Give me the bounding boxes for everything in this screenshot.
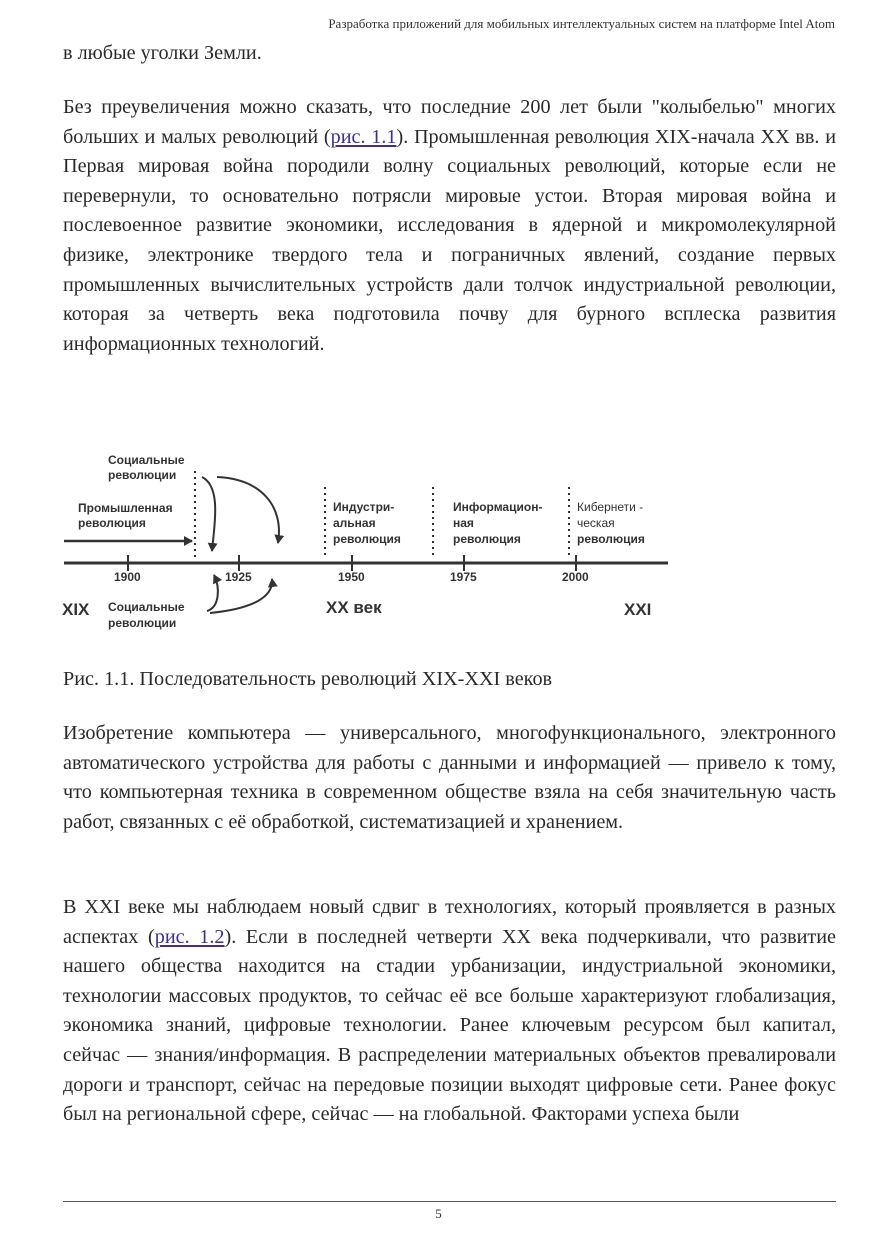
paragraph-text: В XXI веке мы наблюдаем новый сдвиг в технологиях, который проявляется в разных аспектах ( bbox=[63, 896, 836, 948]
timeline-svg bbox=[62, 447, 670, 635]
figure-caption: Рис. 1.1. Последовательность революций XIX-XXI веков bbox=[63, 668, 553, 690]
paragraph-computer: Изобретение компьютера — универсального, многофункционального, электронного автоматического устройства для работы с данными и информацией — привело к тому, что компьютерная техника в современном обществе взяла на себя значительную часть работ, связанных с её обработкой, систематизацией и хранением. bbox=[63, 722, 836, 833]
cyber-label-3: революция bbox=[577, 532, 645, 546]
running-header: Разработка приложений для мобильных интеллектуальных систем на платформе Intel Atom bbox=[328, 16, 835, 31]
figure-link-1-2[interactable]: рис. 1.2 bbox=[154, 925, 225, 948]
paragraph-revolutions bbox=[63, 93, 836, 359]
tick-label-2000: 2000 bbox=[562, 570, 589, 584]
info-label-1: Информацион- bbox=[453, 500, 543, 514]
paragraph-continuation: в любые уголки Земли. bbox=[63, 42, 262, 64]
social-arrow-2 bbox=[217, 477, 279, 543]
paragraph-xxi-century bbox=[63, 893, 836, 1130]
info-label-3: революция bbox=[453, 532, 521, 546]
social-top-label-1: Социальные bbox=[108, 453, 185, 467]
paragraph-text: ). Промышленная революция XIX-начала XX вв. и Первая мировая война породили волну социальных революций, которые если не перевернули, то основательно потрясли мировые устои. Вторая мировая война и послевоенное развитие экономики, исследования в ядерной и микромолекулярной физике, электронике твердого тела и пограничных явлений, создание первых промышленных вычислительных устройств дали толчок индустриальной революции, которая за четверть века подготовила почву для бурного всплеска развития информационных технологий. bbox=[63, 125, 837, 355]
info-label-2: ная bbox=[453, 516, 474, 530]
paragraph-text: Без преувеличения можно сказать, что последние 200 лет были "колыбелью" многих больших и малых революций ( bbox=[63, 96, 836, 148]
cyber-label-2: ческая bbox=[577, 516, 615, 530]
tick-label-1975: 1975 bbox=[450, 570, 477, 584]
social-top-label-2: революции bbox=[108, 468, 177, 482]
industrial-rev-label-1: Промышленная bbox=[78, 501, 173, 515]
industrial-label-2: альная bbox=[333, 516, 376, 530]
social-arrow-1 bbox=[202, 477, 215, 551]
tick-label-1925: 1925 bbox=[225, 570, 252, 584]
industrial-label-3: революция bbox=[333, 532, 401, 546]
industrial-rev-label-2: революция bbox=[78, 516, 146, 530]
figure-link-1-1[interactable]: рис. 1.1 bbox=[330, 125, 397, 148]
footer-rule bbox=[63, 1201, 836, 1202]
paragraph-text: ). Если в последней четверти XX века подчеркивали, что развитие нашего общества находится на стадии урбанизации, индустриальной экономики, технологии массовых продуктов, то сейчас её все больше характеризуют глобализация, экономика знаний, цифровые технологии. Ранее ключевым ресурсом был капитал, сейчас — знания/информация. В распределении материальных объектов превалировали дороги и транспорт, сейчас на передовые позиции выходят цифровые сети. Ранее фокус был на региональной сфере, сейчас — на глобальной. Факторами успеха были bbox=[63, 925, 836, 1126]
tick-label-1900: 1900 bbox=[114, 570, 141, 584]
social-bottom-label-1: Социальные bbox=[108, 600, 185, 614]
cyber-label-1: Кибернети - bbox=[577, 500, 644, 514]
social-bottom-arrow-1 bbox=[207, 575, 218, 611]
tick-label-1950: 1950 bbox=[338, 570, 365, 584]
page-number: 5 bbox=[435, 1206, 442, 1221]
social-bottom-arrow-2 bbox=[210, 579, 272, 613]
industrial-label-1: Индустри- bbox=[333, 500, 395, 514]
revolutions-timeline-figure bbox=[62, 447, 670, 635]
era-xix: XIX bbox=[62, 600, 90, 619]
social-bottom-label-2: революции bbox=[108, 616, 177, 630]
era-xxi: XXI bbox=[624, 600, 652, 619]
era-xx: XX век bbox=[326, 598, 382, 617]
